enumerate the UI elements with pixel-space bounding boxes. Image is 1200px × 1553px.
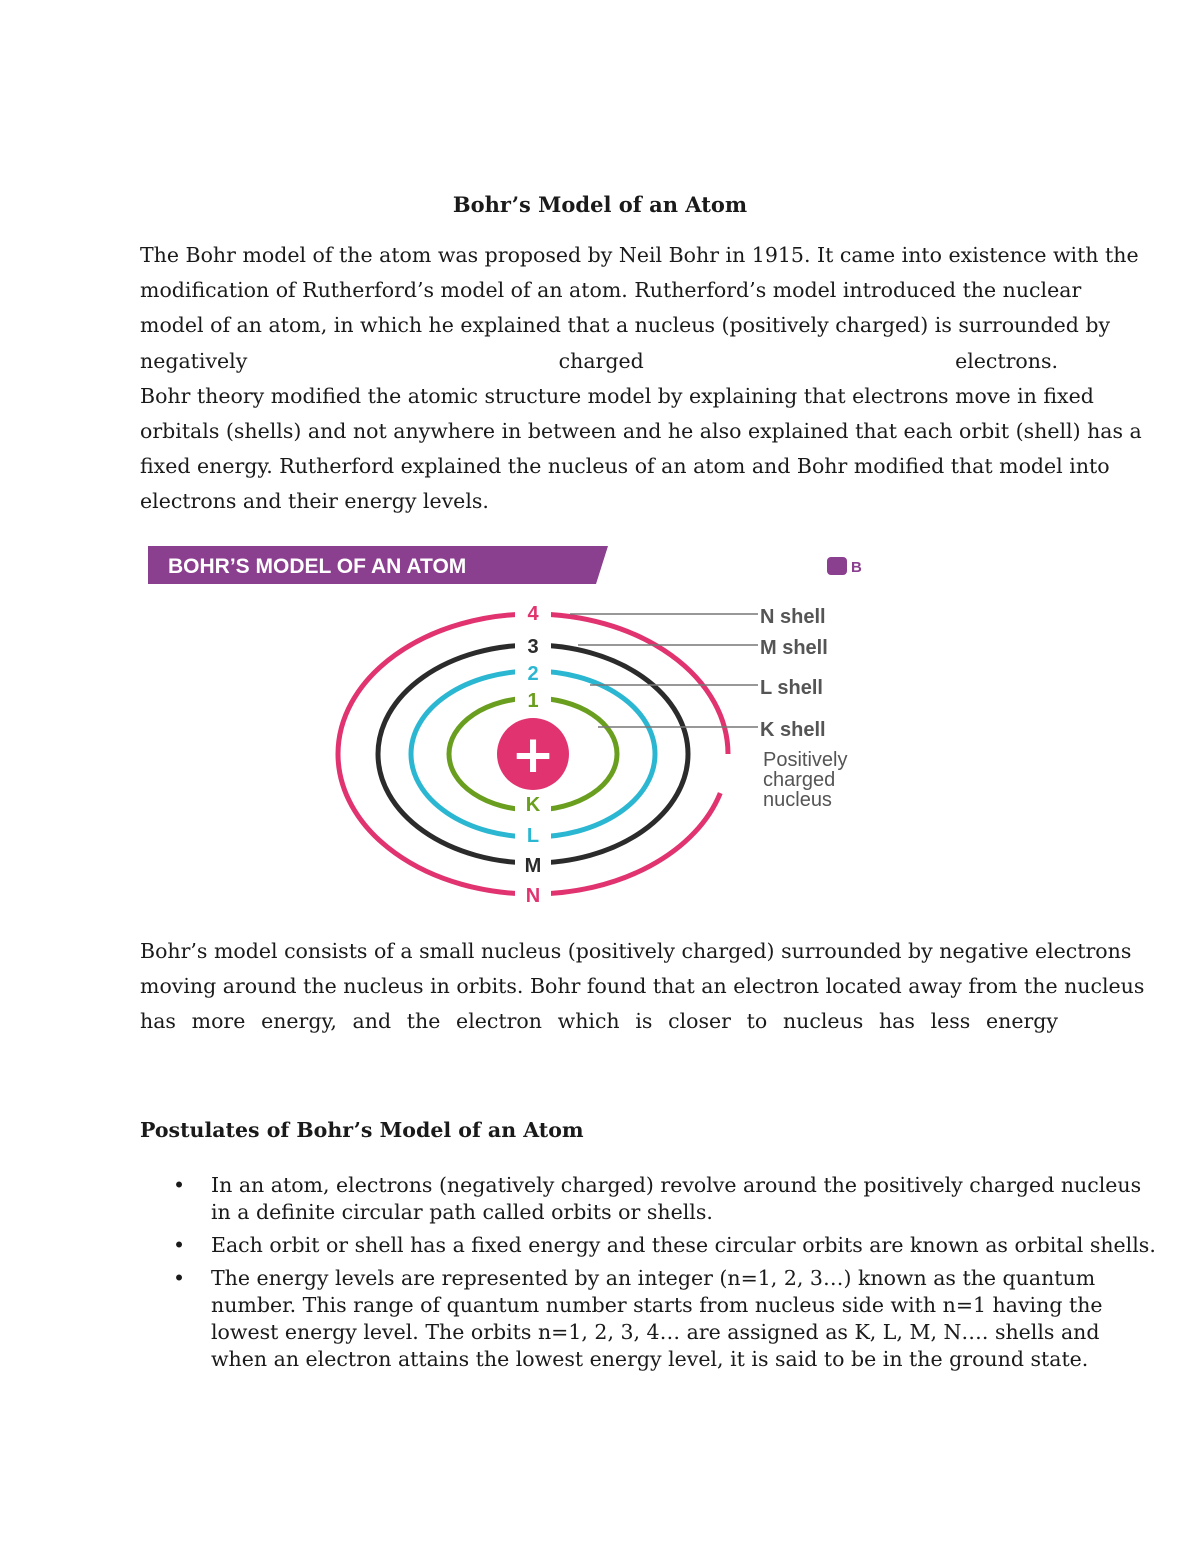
bullet-line: lowest energy level. The orbits n=1, 2, 3, 4… are assigned as K, L, M, N…. shells and — [211, 1320, 1100, 1344]
bullet-line: Each orbit or shell has a fixed energy and these circular orbits are known as orbital shells. — [211, 1233, 1156, 1257]
paragraph-line: electrons and their energy levels. — [140, 489, 489, 514]
bullet-icon: • — [173, 1266, 186, 1290]
shell-letter-n: N — [525, 885, 541, 907]
nucleus-plus-icon: + — [511, 725, 555, 785]
m-shell-label: M shell — [760, 637, 828, 659]
bullet-icon: • — [173, 1173, 186, 1197]
postulates-heading: Postulates of Bohr’s Model of an Atom — [140, 1118, 584, 1142]
publisher-logo — [827, 557, 862, 576]
bullet-line: number. This range of quantum number starts from nucleus side with n=1 having the — [211, 1293, 1103, 1317]
bullet-line: in a definite circular path called orbits or shells. — [211, 1200, 713, 1224]
paragraph-line: Bohr’s model consists of a small nucleus (positively charged) surrounded by negative electrons — [140, 939, 1132, 963]
diagram-banner-title: BOHR’S MODEL OF AN ATOM — [168, 555, 467, 578]
list-item — [140, 1265, 1103, 1373]
intro-paragraph — [140, 238, 1142, 520]
paragraph-line: negatively charged electrons. — [140, 348, 1058, 373]
orbit-number-1: 1 — [527, 690, 539, 712]
bullet-line: when an electron attains the lowest energy level, it is said to be in the ground state. — [211, 1347, 1089, 1371]
bullet-icon: • — [173, 1233, 186, 1257]
bullet-line: The energy levels are represented by an integer (n=1, 2, 3…) known as the quantum — [211, 1266, 1096, 1290]
paragraph-line: modification of Rutherford’s model of an atom. Rutherford’s model introduced the nuclear — [140, 278, 1082, 303]
nucleus-label-line: Positively — [763, 749, 848, 771]
l-shell-label: L shell — [760, 677, 823, 699]
list-item — [140, 1232, 1156, 1259]
nucleus-label-line: charged — [763, 769, 836, 791]
paragraph-line: orbitals (shells) and not anywhere in between and he also explained that each orbit (shell) has a — [140, 419, 1142, 444]
k-shell-label: K shell — [760, 719, 826, 741]
n-shell-label: N shell — [760, 606, 826, 628]
postulates-list — [140, 1172, 1156, 1379]
paragraph-line: fixed energy. Rutherford explained the nucleus of an atom and Bohr modified that model into — [140, 454, 1110, 479]
paragraph-line: has more energy, and the electron which is closer to nucleus has less energy — [140, 1009, 1058, 1034]
bullet-line: In an atom, electrons (negatively charged) revolve around the positively charged nucleus — [211, 1173, 1142, 1197]
shell-letter-m: M — [524, 855, 542, 877]
nucleus-label-line: nucleus — [763, 789, 832, 811]
orbit-number-4: 4 — [527, 603, 539, 625]
paragraph-line: model of an atom, in which he explained that a nucleus (positively charged) is surrounded by — [140, 313, 1111, 338]
paragraph-line: The Bohr model of the atom was proposed by Neil Bohr in 1915. It came into existence with the — [140, 243, 1139, 267]
paragraph-line: Bohr theory modified the atomic structure model by explaining that electrons move in fixed — [140, 383, 1094, 408]
list-item — [140, 1172, 1142, 1226]
paragraph-line: moving around the nucleus in orbits. Bohr found that an electron located away from the nucleus — [140, 974, 1145, 999]
orbit-number-2: 2 — [527, 663, 539, 685]
orbit-number-3: 3 — [527, 636, 539, 658]
page-title: Bohr’s Model of an Atom — [452, 192, 748, 217]
shell-letter-k: K — [525, 794, 541, 816]
bohr-model-diagram — [140, 540, 900, 910]
shell-letter-l: L — [526, 825, 540, 847]
summary-paragraph — [140, 934, 1145, 1040]
logo-letter: B — [851, 559, 862, 576]
